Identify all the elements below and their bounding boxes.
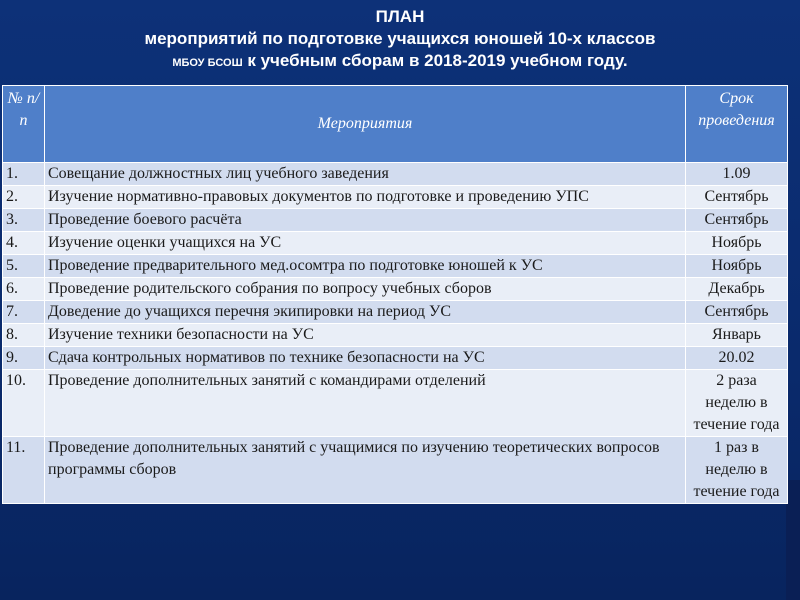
row-date: 20.02 [686,347,788,370]
header-number: № п/п [3,86,45,163]
row-event: Сдача контрольных нормативов по технике безопасности на УС [45,347,686,370]
title-line-2: мероприятий по подготовке учащихся юношей 10-х классов [144,29,656,48]
row-event: Изучение оценки учащихся на УС [45,232,686,255]
table-row [3,255,788,278]
row-event: Доведение до учащихся перечня экипировки на период УС [45,301,686,324]
row-date: Декабрь [686,278,788,301]
row-date: 1 раз в неделю в течение года [686,437,788,504]
table-row [3,301,788,324]
table-row [3,324,788,347]
table-row [3,232,788,255]
row-date: Сентябрь [686,209,788,232]
title-line-1: ПЛАН [375,7,425,26]
row-number: 9. [3,347,45,370]
row-number: 7. [3,301,45,324]
row-number: 3. [3,209,45,232]
slide-edge-strip [786,480,800,600]
row-date: Сентябрь [686,301,788,324]
row-event: Проведение предварительного мед.осомтра по подготовке юношей к УС [45,255,686,278]
row-number: 6. [3,278,45,301]
row-number: 8. [3,324,45,347]
title-line-3 [0,50,800,74]
row-number: 2. [3,186,45,209]
table-row [3,370,788,437]
row-number: 1. [3,163,45,186]
row-event: Изучение техники безопасности на УС [45,324,686,347]
row-event: Проведение дополнительных занятий с учащимися по изучению теоретических вопросов программы сборов [45,437,686,504]
table-row [3,163,788,186]
table-row [3,347,788,370]
row-number: 10. [3,370,45,437]
title-school-name: МБОУ БСОШ [172,57,243,69]
row-date: 1.09 [686,163,788,186]
slide-title [0,6,800,74]
header-events: Мероприятия [45,86,686,163]
table-row [3,186,788,209]
row-event: Проведение родительского собрания по вопросу учебных сборов [45,278,686,301]
header-date: Срок проведения [686,86,788,163]
table-row [3,437,788,504]
row-date: Сентябрь [686,186,788,209]
row-event: Проведение дополнительных занятий с командирами отделений [45,370,686,437]
row-event: Совещание должностных лиц учебного заведения [45,163,686,186]
row-number: 4. [3,232,45,255]
row-date: 2 раза неделю в течение года [686,370,788,437]
row-number: 5. [3,255,45,278]
row-date: Ноябрь [686,232,788,255]
table-row [3,278,788,301]
table-row [3,209,788,232]
row-event: Изучение нормативно-правовых документов по подготовке и проведению УПС [45,186,686,209]
row-date: Январь [686,324,788,347]
events-table [2,85,788,504]
row-event: Проведение боевого расчёта [45,209,686,232]
row-number: 11. [3,437,45,504]
table-header-row [3,86,788,163]
title-line-3-text: к учебным сборам в 2018-2019 учебном году. [242,51,628,70]
row-date: Ноябрь [686,255,788,278]
